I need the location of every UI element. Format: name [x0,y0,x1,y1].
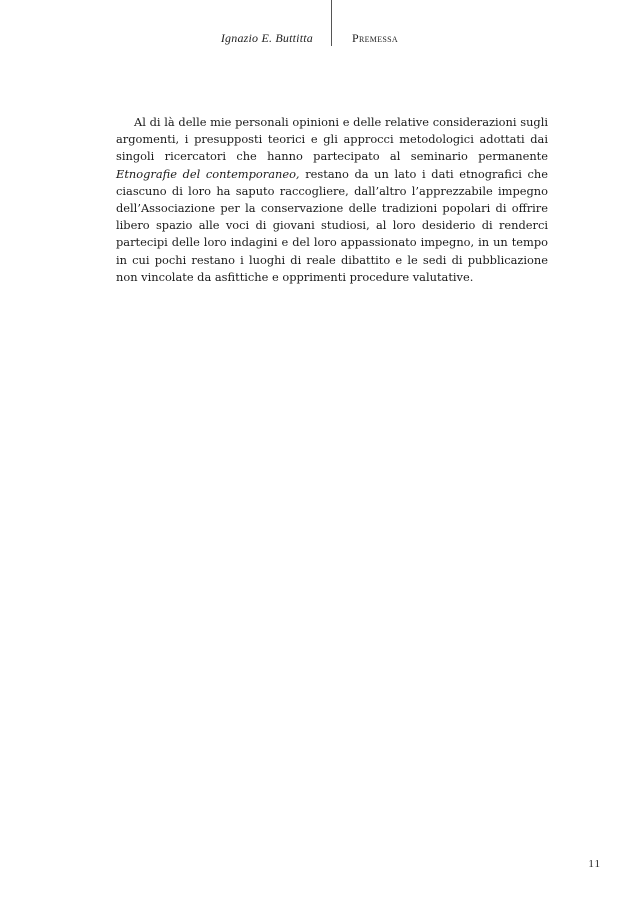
seminar-title: Etnografie del contemporaneo, [116,166,300,181]
page-number: 11 [588,858,601,870]
running-head [0,0,643,50]
running-head-section: Premessa [352,31,398,45]
body-paragraph [116,114,548,286]
running-head-divider [331,0,332,46]
running-head-author: Ignazio E. Buttitta [220,31,313,45]
body-text-after-title: restano da un lato i dati etnografici che ciascuno di loro ha saputo raccogliere, dall’altro l’apprezzabile impegno dell’Associazione per la conservazione delle tradizioni popolari di offrire libero spazio alle voci di giovani studiosi, al loro desiderio di renderci partecipi delle loro indagini e del loro appassionato impegno, in un tempo in cui pochi restano i luoghi di reale dibattito e le sedi di pubblicazione non vincolate da asfittiche e opprimenti procedure valutative. [116,166,548,284]
body-text-before-title: Al di là delle mie personali opinioni e delle relative considerazioni sugli argomenti, i presupposti teorici e gli approcci metodologici adottati dai singoli ricercatori che hanno partecipato al seminario permanente [116,115,548,164]
